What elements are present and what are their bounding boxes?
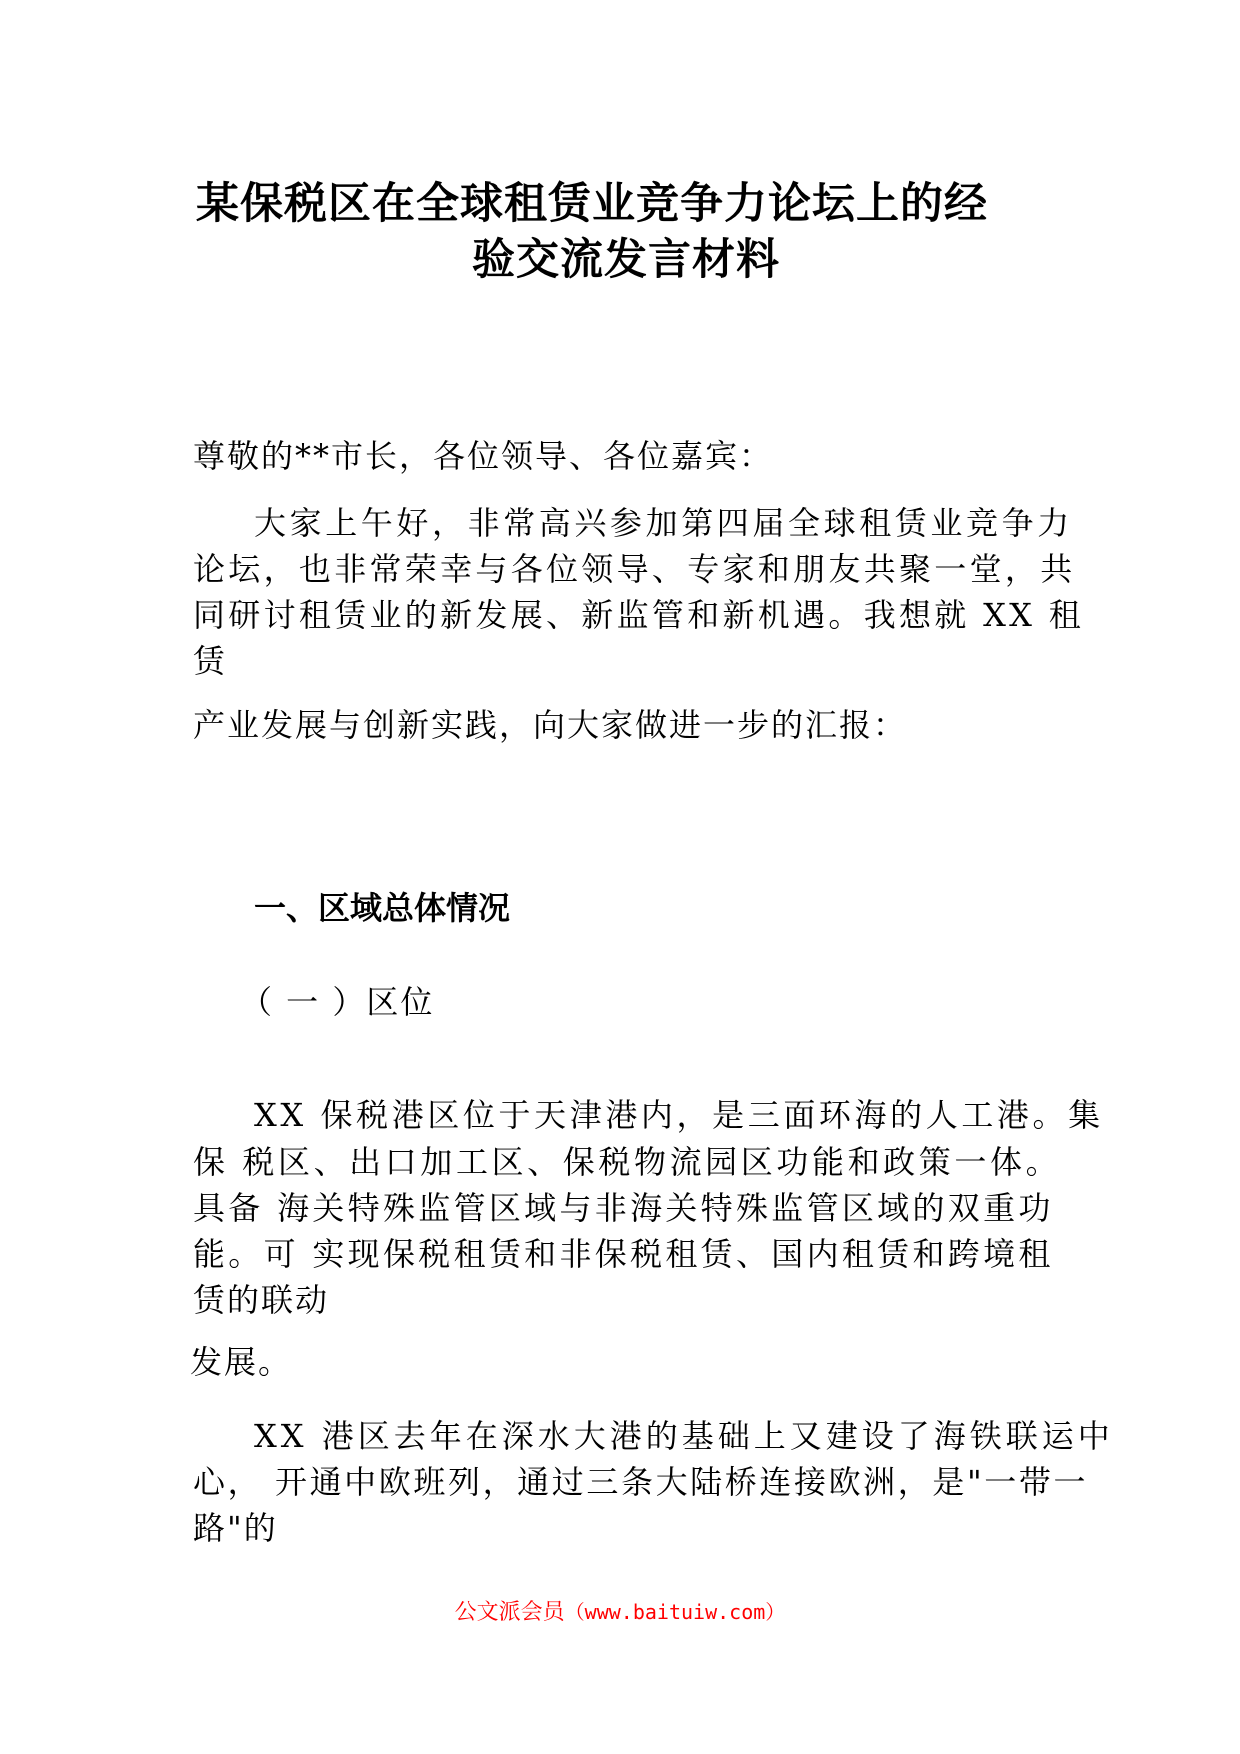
paragraph-line: 论坛，也非常荣幸与各位领导、专家和朋友共聚一堂，共 [193, 550, 1076, 588]
paragraph-line: 路"的 [193, 1509, 278, 1547]
paragraph-line: 保 税区、出口加工区、保税物流园区功能和政策一体。 [193, 1143, 1062, 1181]
salutation: 尊敬的**市长，各位领导、各位嘉宾： [193, 437, 774, 475]
paragraph-line: 赁的联动 [193, 1281, 330, 1319]
document-title-line-2: 验交流发言材料 [472, 235, 780, 285]
paragraph-line: 赁 [193, 642, 230, 680]
paragraph-line: 具备 海关特殊监管区域与非海关特殊监管区域的双重功 [193, 1189, 1054, 1227]
footer-url-link[interactable]: （www.baituiw.com） [564, 1600, 786, 1624]
paragraph-line: 产业发展与创新实践，向大家做进一步的汇报： [193, 706, 908, 744]
paragraph-line: 能。可 实现保税租赁和非保税租赁、国内租赁和跨境租 [193, 1235, 1054, 1273]
paragraph-line: 发展。 [190, 1343, 293, 1381]
footer-watermark [0, 1597, 1240, 1628]
paragraph-line: XX 保税港区位于天津港内，是三面环海的人工港。集 [254, 1096, 1104, 1134]
paragraph-line: 心， 开通中欧班列，通过三条大陆桥连接欧洲，是"一带一 [193, 1463, 1089, 1501]
document-title-line-1: 某保税区在全球租赁业竞争力论坛上的经 [196, 179, 988, 229]
section-heading: 一、区域总体情况 [254, 889, 511, 927]
subsection-heading: （ 一 ）区位 [240, 983, 435, 1021]
paragraph-line: XX 港区去年在深水大港的基础上又建设了海铁联运中 [254, 1417, 1114, 1455]
footer-label: 公文派会员 [454, 1600, 565, 1625]
paragraph-line: 同研讨租赁业的新发展、新监管和新机遇。我想就 XX 租 [193, 596, 1085, 634]
paragraph-line: 大家上午好，非常高兴参加第四届全球租赁业竞争力 [254, 504, 1073, 542]
